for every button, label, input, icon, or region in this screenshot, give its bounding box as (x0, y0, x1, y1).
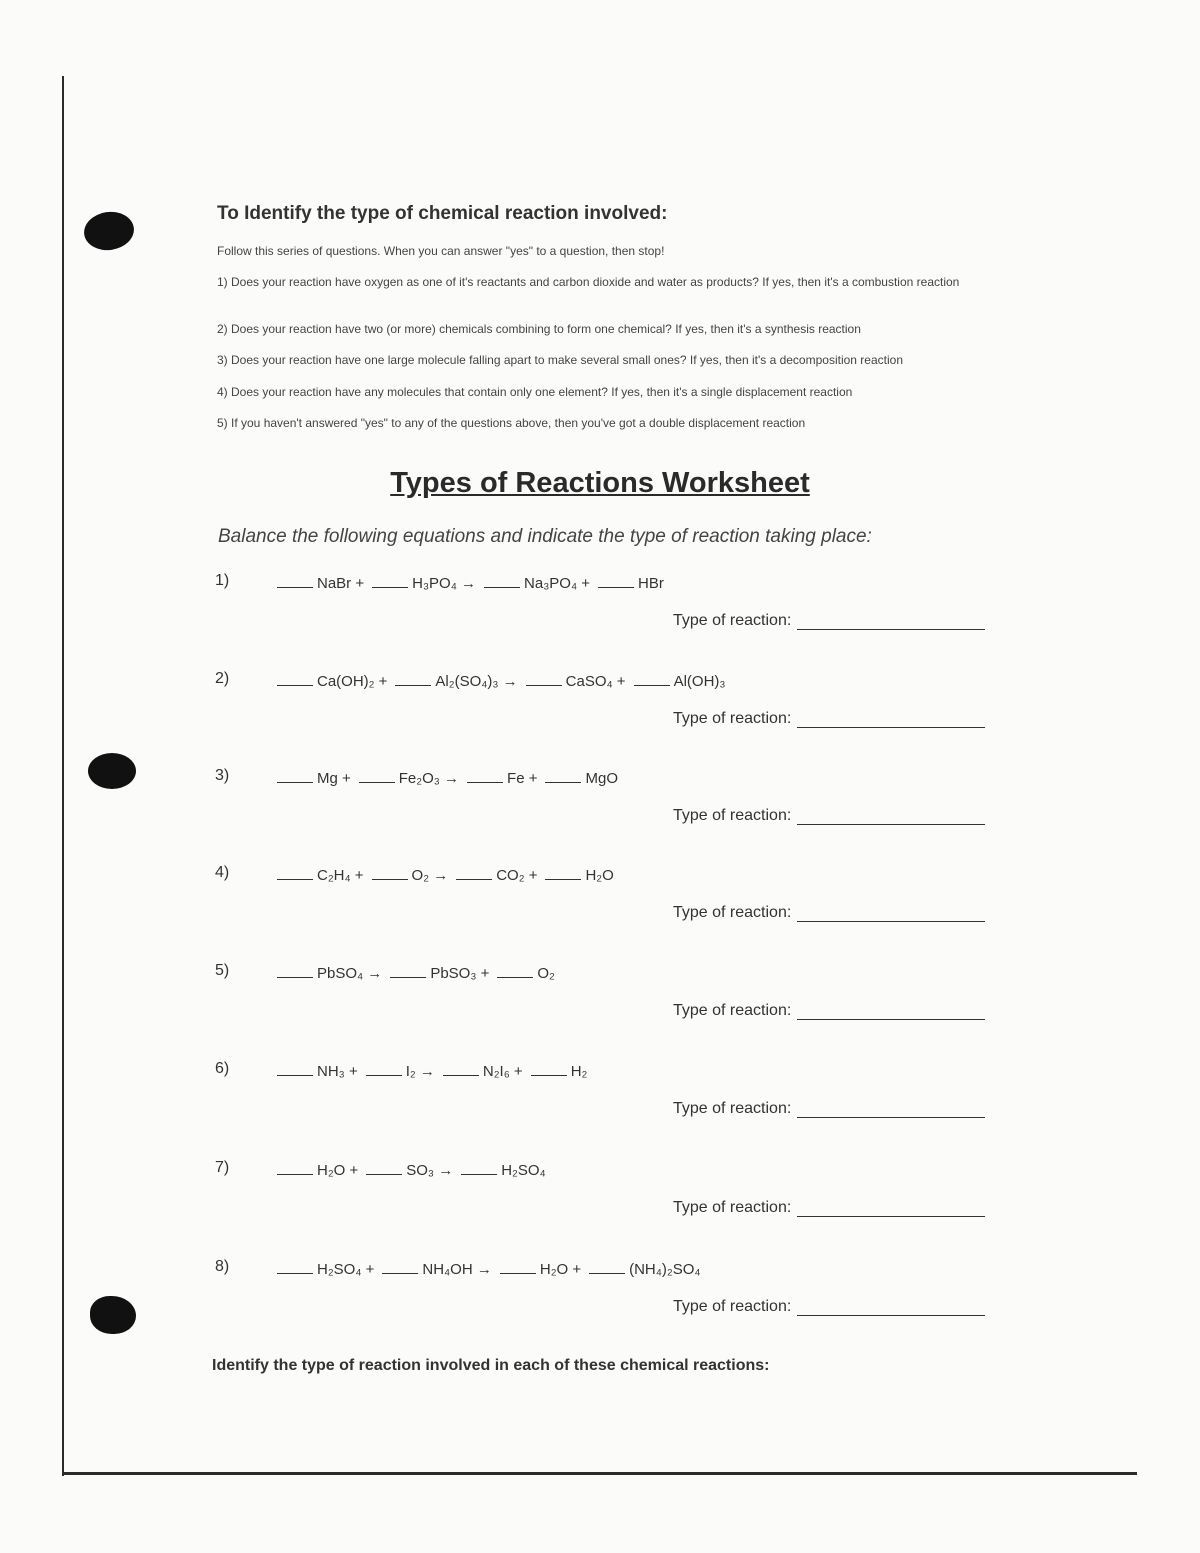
reaction-type-label: Type of reaction: (673, 1100, 792, 1117)
equation-term: NH₃ + (317, 1063, 358, 1080)
equation-number: 6) (215, 1060, 230, 1077)
coefficient-blank[interactable] (484, 573, 520, 588)
coefficient-blank[interactable] (598, 573, 634, 588)
coefficient-blank[interactable] (545, 865, 581, 880)
coefficient-blank[interactable] (589, 1259, 625, 1274)
reaction-type-field (673, 1199, 985, 1217)
coefficient-blank[interactable] (372, 573, 408, 588)
equation-term: C₂H₄ + (317, 867, 364, 884)
coefficient-blank[interactable] (277, 573, 313, 588)
coefficient-blank[interactable] (277, 963, 313, 978)
equation-term: H₃PO₄ → (412, 575, 477, 592)
equation-term: Al(OH)₃ (673, 673, 726, 690)
equation-term: HBr (638, 575, 664, 592)
equation (277, 768, 626, 787)
coefficient-blank[interactable] (634, 671, 670, 686)
equation-term: PbSO₃ + (430, 965, 490, 982)
coefficient-blank[interactable] (390, 963, 426, 978)
reaction-type-label: Type of reaction: (673, 807, 792, 824)
reaction-type-field (673, 904, 985, 922)
equation (277, 1061, 595, 1080)
intro-step: 2) Does your reaction have two (or more) chemicals combining to form one chemical? If yes, then it's a synthesis reaction (217, 322, 861, 336)
coefficient-blank[interactable] (366, 1061, 402, 1076)
equation-term: Al₂(SO₄)₃ → (435, 673, 518, 690)
coefficient-blank[interactable] (277, 1259, 313, 1274)
equation (277, 573, 672, 592)
equation-term: CO₂ + (496, 867, 538, 884)
intro-step: 1) Does your reaction have oxygen as one of it's reactants and carbon dioxide and water as products? If yes, then it's a combustion reaction (217, 275, 960, 289)
coefficient-blank[interactable] (277, 865, 313, 880)
reaction-type-answer-blank[interactable] (797, 613, 985, 630)
equation-term: CaSO₄ + (565, 673, 626, 690)
equation-term: O₂ (537, 965, 555, 982)
intro-step: 4) Does your reaction have any molecules that contain only one element? If yes, then it's a single displacement reaction (217, 385, 853, 399)
equation-number: 2) (215, 670, 230, 687)
coefficient-blank[interactable] (372, 865, 408, 880)
coefficient-blank[interactable] (277, 1061, 313, 1076)
equation-term: MgO (585, 770, 618, 787)
intro-instruction: Follow this series of questions. When you can answer "yes" to a question, then stop! (217, 244, 665, 258)
reaction-type-answer-blank[interactable] (797, 1003, 985, 1020)
equation-term: Mg + (317, 770, 351, 787)
intro-step: 5) If you haven't answered "yes" to any of the questions above, then you've got a double displacement reaction (217, 416, 806, 430)
coefficient-blank[interactable] (382, 1259, 418, 1274)
equation-number: 4) (215, 864, 230, 881)
equation-term: H₂O + (539, 1261, 582, 1278)
equation-term: PbSO₄ → (317, 965, 383, 982)
coefficient-blank[interactable] (443, 1061, 479, 1076)
reaction-type-label: Type of reaction: (673, 1199, 792, 1216)
coefficient-blank[interactable] (500, 1259, 536, 1274)
reaction-type-answer-blank[interactable] (797, 808, 985, 825)
equation-number: 7) (215, 1159, 230, 1176)
punch-hole (90, 1296, 136, 1334)
equation (277, 865, 622, 884)
reaction-type-label: Type of reaction: (673, 612, 792, 629)
equation-term: O₂ → (411, 867, 449, 884)
equation (277, 1160, 554, 1179)
reaction-type-field (673, 1298, 985, 1316)
reaction-type-field (673, 612, 985, 630)
reaction-type-answer-blank[interactable] (797, 711, 985, 728)
equation-term: H₂ (570, 1063, 588, 1080)
coefficient-blank[interactable] (545, 768, 581, 783)
coefficient-blank[interactable] (277, 768, 313, 783)
equation (277, 1259, 709, 1278)
equation-term: H₂O (585, 867, 614, 884)
equation-number: 1) (215, 572, 230, 589)
equation-term: NaBr + (317, 575, 365, 592)
reaction-type-answer-blank[interactable] (797, 1299, 985, 1316)
equation (277, 963, 563, 982)
reaction-type-label: Type of reaction: (673, 1002, 792, 1019)
coefficient-blank[interactable] (497, 963, 533, 978)
equation-term: Fe₂O₃ → (398, 770, 460, 787)
equation-term: H₂SO₄ + (317, 1261, 375, 1278)
reaction-type-answer-blank[interactable] (797, 905, 985, 922)
equation-term: (NH₄)₂SO₄ (629, 1261, 701, 1278)
punch-hole (82, 209, 137, 254)
equation-term: Fe + (507, 770, 538, 787)
coefficient-blank[interactable] (467, 768, 503, 783)
equation-number: 5) (215, 962, 230, 979)
coefficient-blank[interactable] (456, 865, 492, 880)
equation-term: NH₄OH → (422, 1261, 492, 1278)
equation-term: Ca(OH)₂ + (317, 673, 388, 690)
equation-term: H₂SO₄ (501, 1162, 546, 1179)
reaction-type-field (673, 1100, 985, 1118)
page-edge-left (62, 76, 64, 1476)
intro-heading: To Identify the type of chemical reaction involved: (217, 203, 668, 224)
worksheet-instructions: Balance the following equations and indicate the type of reaction taking place: (218, 526, 872, 547)
section-heading: Identify the type of reaction involved in each of these chemical reactions: (212, 1357, 770, 1374)
coefficient-blank[interactable] (366, 1160, 402, 1175)
worksheet-title: Types of Reactions Worksheet (390, 467, 810, 499)
reaction-type-label: Type of reaction: (673, 710, 792, 727)
page-edge-bottom (62, 1472, 1137, 1475)
reaction-type-field (673, 1002, 985, 1020)
reaction-type-label: Type of reaction: (673, 1298, 792, 1315)
coefficient-blank[interactable] (359, 768, 395, 783)
reaction-type-field (673, 807, 985, 825)
intro-step: 3) Does your reaction have one large molecule falling apart to make several small ones? If yes, then it's a decomposition reaction (217, 353, 903, 367)
coefficient-blank[interactable] (277, 671, 313, 686)
reaction-type-label: Type of reaction: (673, 904, 792, 921)
reaction-type-answer-blank[interactable] (797, 1200, 985, 1217)
equation-term: N₂I₆ + (482, 1063, 523, 1080)
coefficient-blank[interactable] (277, 1160, 313, 1175)
coefficient-blank[interactable] (395, 671, 431, 686)
equation-term: Na₃PO₄ + (524, 575, 591, 592)
equation-number: 3) (215, 767, 230, 784)
coefficient-blank[interactable] (461, 1160, 497, 1175)
coefficient-blank[interactable] (531, 1061, 567, 1076)
equation (277, 671, 734, 690)
equation-number: 8) (215, 1258, 230, 1275)
equation-term: I₂ → (405, 1063, 435, 1080)
reaction-type-field (673, 710, 985, 728)
punch-hole (88, 753, 136, 789)
coefficient-blank[interactable] (526, 671, 562, 686)
equation-term: SO₃ → (406, 1162, 454, 1179)
reaction-type-answer-blank[interactable] (797, 1101, 985, 1118)
equation-term: H₂O + (317, 1162, 359, 1179)
